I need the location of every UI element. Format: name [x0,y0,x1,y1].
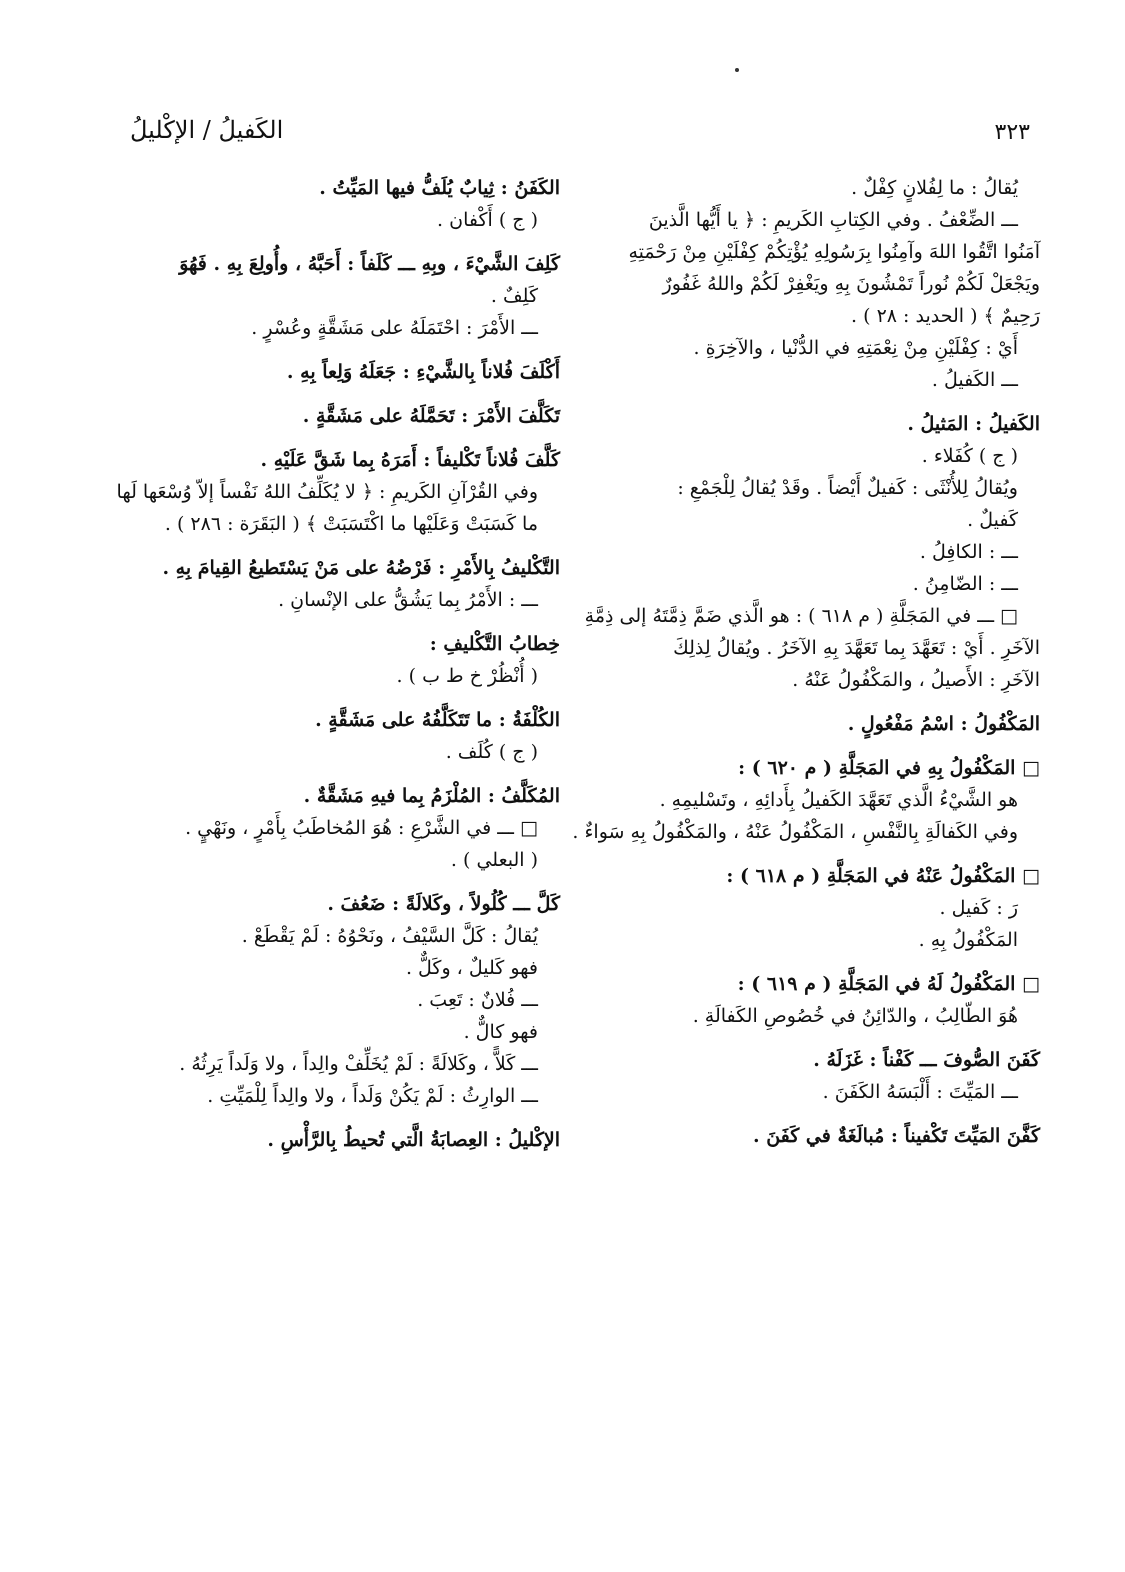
entry-line: كَلَّفَ فُلاناً تَكْليفاً : أَمَرَهُ بِما شَقَّ عَلَيْهِ . [260,449,560,471]
entry-line: □ ـــ في المَجَلَّةِ ( م ٦١٨ ) : هو الَّذي ضَمَّ ذِمَّتَهُ إلى ذِمَّةِ [584,605,1018,627]
entry-line: هُوَ الطّالِبُ ، والدّائِنُ في خُصُوصِ الكَفالَةِ . [692,1005,1018,1027]
entry-line: الآخَرِ . أَيْ : تَعَهَّدَ بِما تَعَهَّدَ بِهِ الآخَرُ . ويُقالُ لِذلِكَ [673,637,1040,659]
entry-line: آمَنُوا اتَّقُوا اللهَ وآمِنُوا بِرَسُولِهِ يُؤْتِكُمْ كِفْلَيْنِ مِنْ رَحْمَتِهِ [628,241,1040,263]
entry-line: ( البعلي ) . [450,849,538,871]
entry-line: ( ج ) أَكْفان . [437,209,538,231]
entry-line: □ ـــ في الشَّرْعِ : هُوَ المُخاطَبُ بِأَمْرٍ ، ونَهْيٍ . [185,817,538,839]
entry-line: كَلِفَ الشَّيْءَ ، وبِهِ ـــ كَلَفاً : أَحَبَّهُ ، وأُولِعَ بِهِ . فَهُوَ [179,253,560,275]
dictionary-entry [108,356,560,388]
entry-line: ( ج ) كُلَف . [445,741,538,763]
dictionary-entry [612,172,1040,396]
entry-line: وفي الكَفالَةِ بِالنَّفْسِ ، المَكْفُولُ عَنْهُ ، والمَكْفُولُ بِهِ سَواءٌ . [572,821,1018,843]
dictionary-entry [612,708,1040,740]
dictionary-entry [612,860,1040,956]
entry-line: ويَجْعَلْ لَكُمْ نُوراً تَمْشُونَ بِهِ ويَغْفِرْ لَكُمْ واللهُ غَفُورٌ [662,273,1040,295]
dictionary-entry [108,172,560,236]
dictionary-entry [108,400,560,432]
dictionary-entry [108,552,560,616]
entry-line: ويُقالُ لِلأُنْثَى : كَفيلٌ أَيْضاً . وقَدْ يُقالُ لِلْجَمْعِ : [677,477,1018,499]
page-number: ٣٢٣ [994,120,1030,145]
entry-line: يُقالُ : كَلَّ السَّيْفُ ، ونَحْوُهُ : لَمْ يَقْطَعْ . [241,925,538,947]
entry-line: خِطابُ التَّكْليفِ : [429,633,560,655]
entry-line: ـــ الضِّعْفُ . وفي الكِتابِ الكَريمِ : ﴿ يا أَيُّها الَّذينَ [648,209,1018,231]
entry-line: المَكْفُولُ بِهِ . [918,929,1018,951]
dictionary-entry [108,704,560,768]
entry-line: ما كَسَبَتْ وَعَلَيْها ما اكْتَسَبَتْ ﴾ ( البَقَرَة : ٢٨٦ ) . [164,513,538,535]
entry-line: وفي القُرْآنِ الكَريمِ : ﴿ لا يُكَلِّفُ اللهُ نَفْساً إلاّ وُسْعَها لَها [116,481,538,503]
entry-line: ـــ : الأَمْرُ بِما يَشُقُّ على الإنْسانِ . [278,589,538,611]
entry-line: ـــ : الكافِلُ . [919,541,1018,563]
entry-line: أَكْلَفَ فُلاناً بِالشَّيْءِ : جَعَلَهُ وَلِعاً بِهِ . [286,361,560,383]
dictionary-entry [572,752,1040,848]
dictionary-entry [108,780,560,876]
dictionary-entry [108,1124,560,1156]
entry-line: الكَفيلُ : المَثيلُ . [907,413,1040,435]
entry-line: تَكَلَّفَ الأَمْرَ : تَحَمَّلَهُ على مَشَقَّةٍ . [302,405,560,427]
entry-line: ـــ المَيِّتَ : أَلْبَسَهُ الكَفَنَ . [822,1081,1018,1103]
entry-line: ـــ : الضّامِنُ . [912,573,1018,595]
entry-line: الكُلْفَةُ : ما تَتَكَلَّفُهُ على مَشَقَّةٍ . [315,709,560,731]
entry-line: □ المَكْفُولُ عَنْهُ في المَجَلَّةِ ( م ٦١٨ ) : [726,865,1040,887]
page-mark [735,68,739,72]
entry-line: رَحِيمٌ ﴾ ( الحديد : ٢٨ ) . [851,305,1040,327]
entry-line: الإكْليلُ : العِصابَةُ الَّتي تُحيطُ بِالرَّأْسِ . [267,1129,560,1151]
dictionary-entry [612,968,1040,1032]
entry-line: كَفَّنَ المَيِّتَ تَكْفيناً : مُبالَغَةٌ في كَفَنَ . [752,1125,1040,1147]
entry-line: كَفيلٌ . [967,509,1018,531]
dictionary-entry [612,1044,1040,1108]
entry-line: ـــ الأَمْرَ : احْتَمَلَهُ على مَشَقَّةٍ وعُسْرٍ . [251,317,538,339]
dictionary-entry [612,1120,1040,1152]
left-column [108,172,560,1168]
dictionary-entry [108,628,560,692]
entry-line: ـــ الوارِثُ : لَمْ يَكُنْ وَلَداً ، ولا والِداً لِلْمَيِّتِ . [207,1085,538,1107]
right-column [572,172,1040,1164]
entry-line: المَكْفُولُ : اسْمُ مَفْعُولٍ . [847,713,1040,735]
entry-line: ـــ الكَفيلُ . [931,369,1018,391]
entry-line: كَلِفٌ . [490,285,538,307]
entry-line: يُقالُ : ما لِفُلانٍ كِفْلٌ . [851,177,1018,199]
entry-line: كَفَنَ الصُّوفَ ـــ كَفْناً : غَزَلَهُ . [813,1049,1040,1071]
dictionary-entry [584,408,1040,696]
entry-line: ـــ كَلاًّ ، وكَلالَةً : لَمْ يُخَلِّفْ والِداً ، ولا وَلَداً يَرِثُهُ . [179,1053,538,1075]
entry-line: التَّكْليفُ بِالأَمْرِ : فَرْضُهُ على مَنْ يَسْتَطيعُ القِيامَ بِهِ . [162,557,560,579]
entry-line: فهو كالٌّ . [463,1021,538,1043]
entry-line: المُكَلَّفُ : المُلْزَمُ بِما فيهِ مَشَقَّةٌ . [303,785,560,807]
entry-line: أَيْ : كِفْلَيْنِ مِنْ نِعْمَتِهِ في الدُّنْيا ، والآخِرَةِ . [693,337,1018,359]
entry-line: ـــ فُلانٌ : تَعِبَ . [417,989,538,1011]
entry-line: فهو كَليلٌ ، وكَلٌّ . [405,957,538,979]
page-header-title: الكَفيلُ / الإكْليلُ [130,116,284,144]
entry-line: الآخَرِ : الأَصيلُ ، والمَكْفُولُ عَنْهُ . [792,669,1040,691]
entry-line: □ المَكْفُولُ بِهِ في المَجَلَّةِ ( م ٦٢٠ ) : [738,757,1040,779]
entry-line: الكَفَنُ : ثِيابٌ يُلَفُّ فيها المَيِّتُ . [319,177,560,199]
dictionary-entry [108,444,560,540]
dictionary-entry [108,248,560,344]
entry-line: ( أُنْظُرْ خ ط ب ) . [396,665,538,687]
entry-line: ( ج ) كُفَلاء . [921,445,1018,467]
entry-line: هو الشَّيْءُ الَّذي تَعَهَّدَ الكَفيلُ بِأَدائِهِ ، وتَسْليمِهِ . [659,789,1018,811]
dictionary-entry [108,888,560,1112]
entry-line: كَلَّ ـــ كُلُولاً ، وكَلالَةً : ضَعُفَ . [327,893,560,915]
entry-line: □ المَكْفُولُ لَهُ في المَجَلَّةِ ( م ٦١٩ ) : [737,973,1040,995]
entry-line: رَ : كَفيل . [939,897,1018,919]
